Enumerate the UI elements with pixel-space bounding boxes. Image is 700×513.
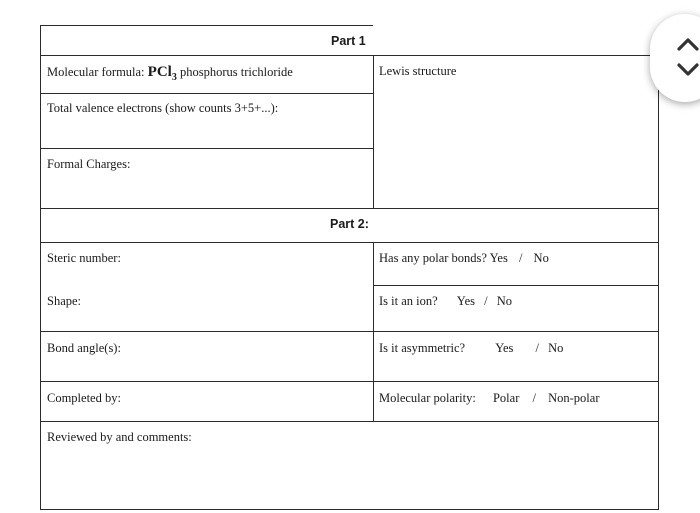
polar-bonds-no: No [533,251,549,265]
steric-number-label: Steric number: [47,251,121,265]
completed-by-label: Completed by: [47,391,121,405]
asymmetric-separator: / [535,341,540,355]
reviewed-by-label: Reviewed by and comments: [47,430,192,444]
border-top [40,25,373,26]
lewis-structure-label: Lewis structure [379,64,457,78]
asymmetric-label: Is it asymmetric? [379,341,466,355]
ion-row [379,294,512,308]
ion-separator: / [484,294,488,308]
rule-right-1 [373,285,659,286]
polar-bonds-label: Has any polar bonds? Yes [379,251,508,265]
rule-below-formula [40,93,373,94]
part2-title: Part 2: [330,217,369,231]
rule-below-part2 [40,242,659,243]
polarity-label: Molecular polarity: [379,391,476,405]
border-left [40,25,41,510]
asymmetric-no: No [548,341,564,355]
molecular-formula-label: Molecular formula: [47,65,145,79]
ion-yes: Yes [456,294,475,308]
polarity-polar: Polar [492,391,520,405]
valence-electrons-label: Total valence electrons (show counts 3+5+...): [47,101,279,115]
chevron-up-icon [674,33,700,55]
bond-angles-label: Bond angle(s): [47,341,121,355]
rule-below-completed [40,421,659,422]
asymmetric-yes: Yes [495,341,514,355]
rule-below-shape [40,331,659,332]
nav-up-button[interactable] [674,33,700,55]
polar-bonds-separator: / [518,251,523,265]
rule-below-part1 [40,55,659,56]
part1-title: Part 1 [331,34,366,48]
polarity-nonpolar: Non-polar [548,391,600,405]
rule-below-angles [40,381,659,382]
page-nav-widget [650,14,700,102]
molecular-formula-row [47,65,293,85]
divider-part1 [373,55,374,209]
rule-above-part2 [40,208,659,209]
nav-down-button[interactable] [674,59,700,81]
formula-subscript: 3 [171,72,177,83]
asymmetric-row [379,341,563,355]
rule-below-valence [40,148,373,149]
polar-bonds-row [379,251,549,265]
divider-part2 [373,242,374,422]
formula-main: PCl [147,64,172,80]
molecular-formula-value [147,64,177,83]
compound-name: phosphorus trichloride [179,65,293,79]
polarity-row [379,391,599,405]
ion-label: Is it an ion? [379,294,438,308]
shape-label: Shape: [47,294,82,308]
polarity-separator: / [532,391,536,405]
border-right [658,55,659,510]
ion-no: No [496,294,513,308]
formal-charges-label: Formal Charges: [47,157,131,171]
border-bottom [40,509,659,510]
chevron-down-icon [674,59,700,81]
